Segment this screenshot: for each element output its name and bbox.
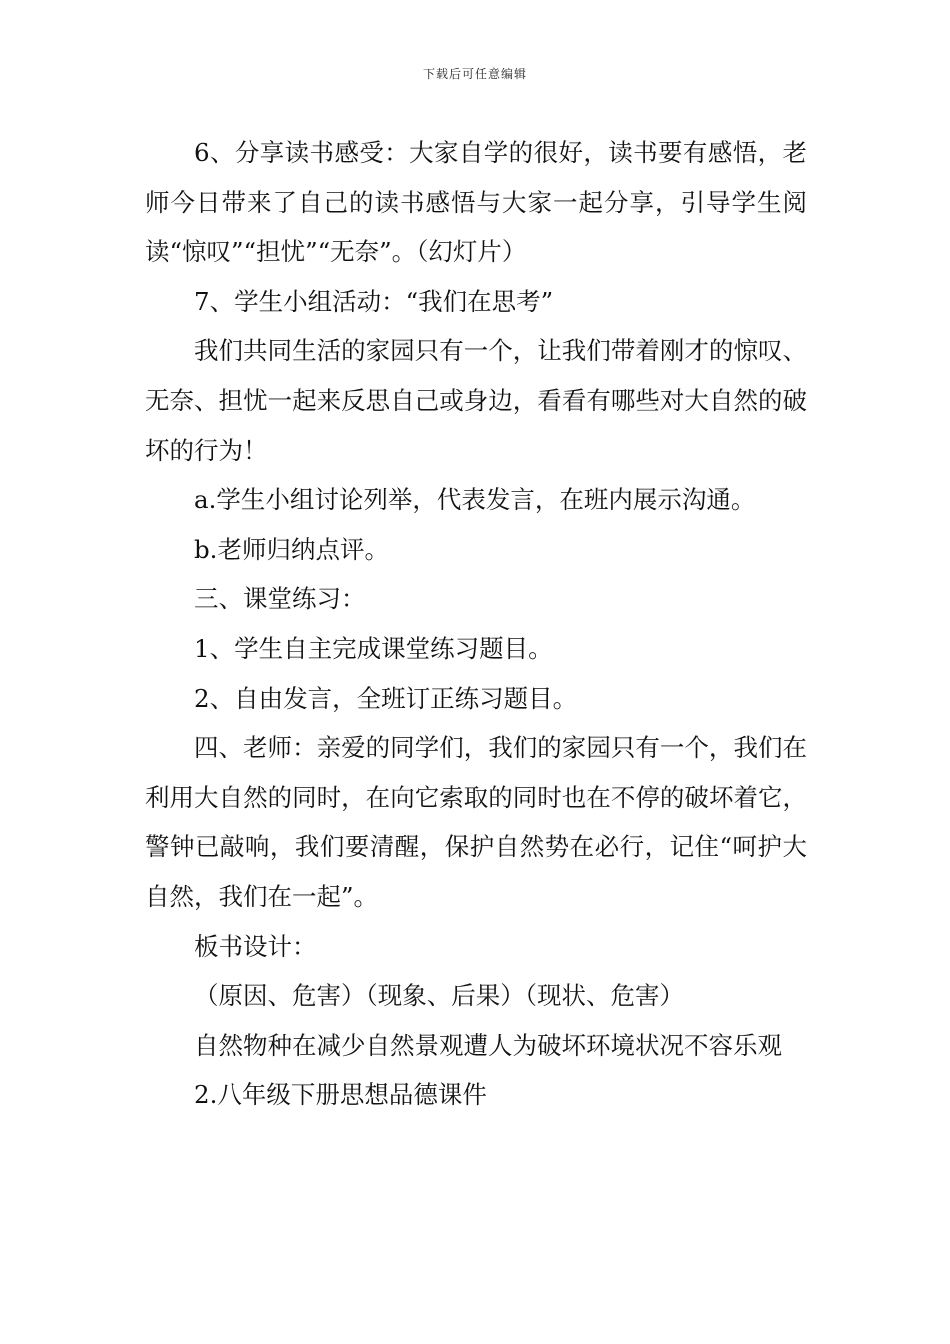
paragraph-next-title: 2.八年级下册思想品德课件 [194,1080,487,1110]
section-heading-practice: 三、课堂练习： [194,584,366,614]
document-body [145,128,807,1120]
paragraph-teacher-summary: 四、老师：亲爱的同学们，我们的家园只有一个，我们在利用大自然的同时，在向它索取的同时也在不停的破坏着它，警钟已敲响，我们要清醒，保护自然势在必行，记住“呵护大自然，我们在一起”。 [145,733,807,911]
paragraph-step-a: a.学生小组讨论列举，代表发言，在班内展示沟通。 [194,485,756,515]
paragraph-group-activity: 7、学生小组活动：“我们在思考” [194,286,554,316]
page-header: 下载后可任意编辑 [422,67,527,81]
paragraph-step-b: b.老师归纳点评。 [194,534,389,564]
paragraph-board-headings: （原因、危害）（现象、后果）（现状、危害） [194,981,684,1011]
paragraph-board-content: 自然物种在减少自然景观遭人为破坏环境状况不容乐观 [194,1030,782,1060]
paragraph-share-reading: 6、分享读书感受：大家自学的很好，读书要有感悟，老师今日带来了自己的读书感悟与大家一起分享，引导学生阅读“惊叹”“担忧”“无奈”。（幻灯片） [145,138,807,267]
paragraph-board-design: 板书设计： [194,931,317,961]
paragraph-practice-2: 2、自由发言，全班订正练习题目。 [194,683,578,713]
paragraph-practice-1: 1、学生自主完成课堂练习题目。 [194,633,553,663]
paragraph-reflection: 我们共同生活的家园只有一个，让我们带着刚才的惊叹、无奈、担忧一起来反思自己或身边，看看有哪些对大自然的破坏的行为！ [145,336,807,465]
